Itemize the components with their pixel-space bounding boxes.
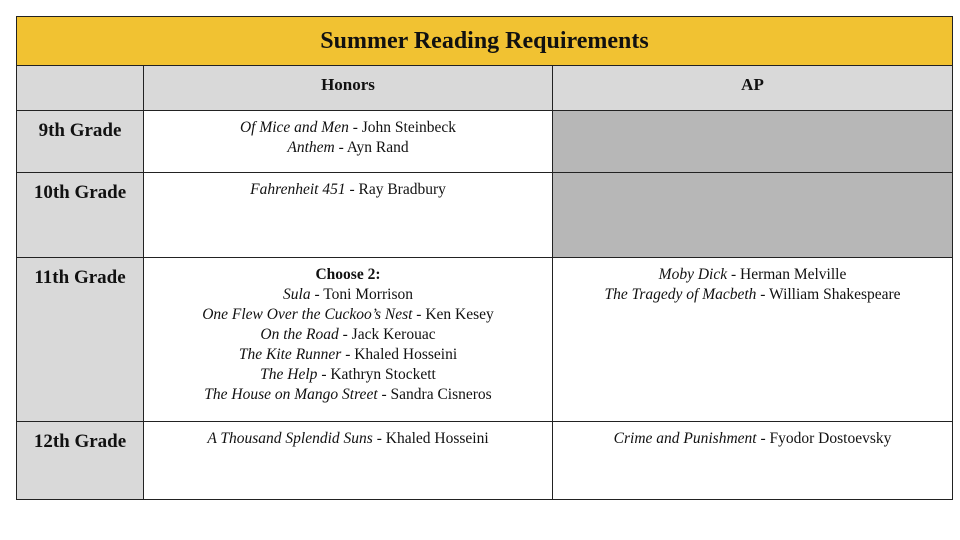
header-corner-cell (17, 66, 144, 111)
book-author: - Kathryn Stockett (317, 366, 436, 383)
book-title: One Flew Over the Cuckoo’s Nest (202, 306, 413, 323)
table-title: Summer Reading Requirements (320, 27, 649, 54)
grade-label: 11th Grade (34, 267, 126, 288)
honors-cell-12th (144, 422, 553, 500)
book-title: The Kite Runner (238, 346, 342, 363)
grade-label-cell (17, 258, 144, 422)
book-author: - Ken Kesey (412, 306, 494, 323)
book-author: - Khaled Hosseini (372, 430, 489, 447)
honors-cell-9th (144, 111, 553, 173)
book-entry (553, 285, 952, 305)
book-title: Sula (283, 286, 311, 303)
header-ap (553, 66, 953, 111)
book-title: Fahrenheit 451 (250, 181, 346, 198)
book-title: A Thousand Splendid Suns (207, 430, 373, 447)
book-author: - Sandra Cisneros (377, 386, 492, 403)
book-author: - Fyodor Dostoevsky (756, 430, 892, 447)
grade-label: 9th Grade (38, 120, 122, 141)
ap-cell-10th-empty (553, 173, 953, 258)
ap-cell-12th (553, 422, 953, 500)
ap-cell-11th (553, 258, 953, 422)
book-entry (144, 365, 552, 385)
book-title: The Help (260, 366, 318, 383)
book-author: - Ray Bradbury (345, 181, 446, 198)
book-author: - John Steinbeck (348, 119, 457, 136)
requirements-grid (16, 16, 953, 500)
book-entry (144, 118, 552, 138)
honors-column-label: Honors (321, 75, 375, 94)
book-author: - William Shakespeare (756, 286, 901, 303)
book-entry (144, 138, 552, 158)
book-author: - Ayn Rand (334, 139, 409, 156)
book-entry (144, 429, 552, 449)
grade-label: 12th Grade (33, 431, 127, 452)
grade-label: 10th Grade (33, 182, 127, 203)
ap-cell-9th-empty (553, 111, 953, 173)
book-title: The Tragedy of Macbeth (604, 286, 757, 303)
row-11th-grade (17, 258, 953, 422)
book-title: Moby Dick (658, 266, 728, 283)
title-row (17, 17, 953, 66)
book-entry (144, 345, 552, 365)
book-entry (553, 265, 952, 285)
book-entry (144, 285, 552, 305)
book-entry (144, 180, 552, 200)
ap-column-label: AP (741, 75, 764, 94)
honors-cell-11th (144, 258, 553, 422)
book-author: - Toni Morrison (310, 286, 413, 303)
book-entry (144, 325, 552, 345)
book-entry (553, 429, 952, 449)
book-title: Of Mice and Men (239, 119, 349, 136)
book-title: On the Road (260, 326, 339, 343)
row-9th-grade (17, 111, 953, 173)
book-entry (144, 385, 552, 405)
grade-label-cell (17, 173, 144, 258)
book-title: Crime and Punishment (613, 430, 757, 447)
book-author: - Jack Kerouac (338, 326, 436, 343)
title-cell (17, 17, 953, 66)
row-12th-grade (17, 422, 953, 500)
header-honors (144, 66, 553, 111)
book-title: The House on Mango Street (204, 386, 378, 403)
choose-instruction: Choose 2: (315, 266, 381, 283)
reading-requirements-table (16, 16, 952, 499)
book-title: Anthem (287, 139, 335, 156)
grade-label-cell (17, 111, 144, 173)
book-author: - Herman Melville (727, 266, 847, 283)
book-author: - Khaled Hosseini (341, 346, 458, 363)
header-row (17, 66, 953, 111)
row-10th-grade (17, 173, 953, 258)
book-entry (144, 305, 552, 325)
honors-cell-10th (144, 173, 553, 258)
grade-label-cell (17, 422, 144, 500)
